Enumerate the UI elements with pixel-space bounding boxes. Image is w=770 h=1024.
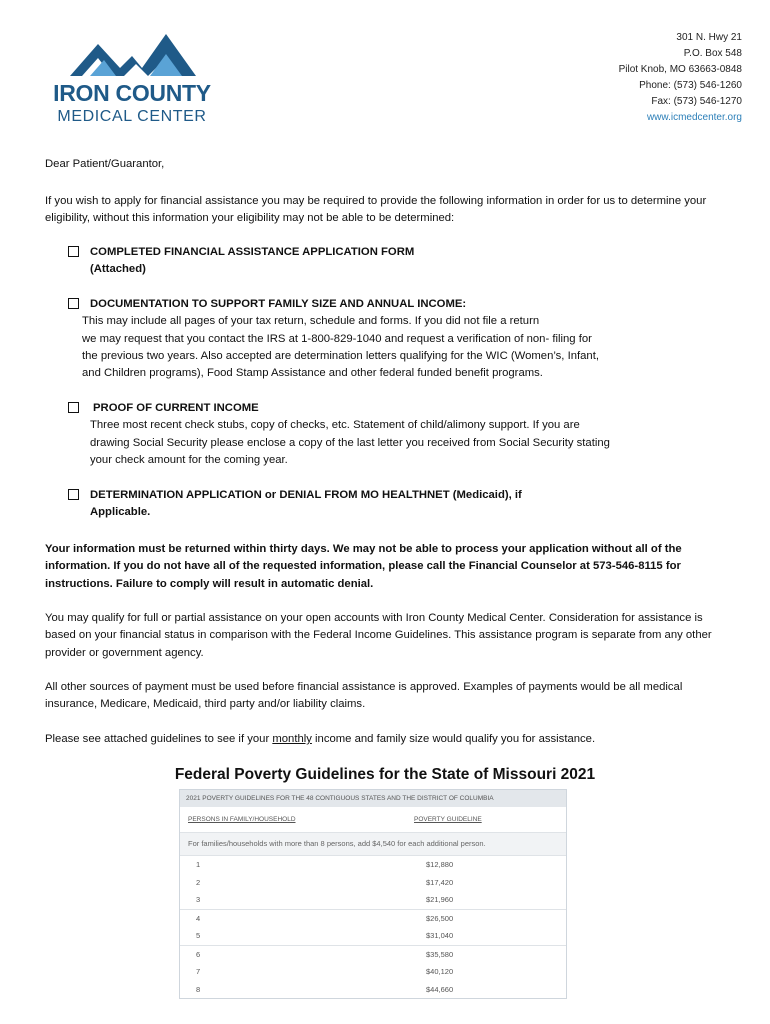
persons-cell: 6 <box>196 949 201 959</box>
persons-cell: 3 <box>196 895 201 905</box>
persons-cell: 5 <box>196 931 201 941</box>
table-row <box>180 927 566 945</box>
item-line: Three most recent check stubs, copy of checks, etc. Statement of child/alimony support. If you are <box>90 419 580 432</box>
intro-paragraph: If you wish to apply for financial assistance you may be required to provide the following information in order for us to determine your eligibility, without this information your eligibility may not be able to be determined: <box>45 195 707 225</box>
amount-cell: $12,880 <box>426 860 454 870</box>
fax-line: Fax: (573) 546-1270 <box>651 96 742 107</box>
underlined-word: monthly <box>272 733 312 745</box>
address-line: P.O. Box 548 <box>683 48 742 59</box>
checkbox[interactable] <box>68 402 79 413</box>
address-line: 301 N. Hwy 21 <box>676 32 742 43</box>
item-line: the previous two years. Also accepted are determination letters qualifying for the WIC (Women’s, Infant, <box>82 349 599 362</box>
item-title: COMPLETED FINANCIAL ASSISTANCE APPLICATION FORM <box>90 246 415 258</box>
warning-paragraph: Your information must be returned within thirty days. We may not be able to process your application without all of the information. If you do not have all of the requested information, please call the Financial Counselor at 573-546-8115 for instructions. Failure to comply will result in automatic denial. <box>45 543 682 590</box>
table-row <box>180 891 566 909</box>
guidelines-note-paragraph <box>45 731 735 748</box>
item-subtitle: Applicable. <box>90 506 151 519</box>
website-link[interactable]: www.icmedcenter.org <box>646 112 742 123</box>
amount-cell: $35,580 <box>426 949 454 959</box>
checklist-item-application <box>68 244 708 279</box>
item-line: drawing Social Security please enclose a copy of the last letter you received from Social Security stating <box>90 436 610 449</box>
phone-line: Phone: (573) 546-1260 <box>639 80 742 91</box>
amount-cell: $21,960 <box>426 895 454 905</box>
logo <box>44 28 220 128</box>
checklist-item-income <box>68 400 708 469</box>
persons-cell: 1 <box>196 860 201 870</box>
table-caption: 2021 POVERTY GUIDELINES FOR THE 48 CONTIGUOUS STATES AND THE DISTRICT OF COLUMBIA <box>180 790 566 807</box>
checklist-item-documentation <box>68 296 708 382</box>
address-block <box>619 30 742 126</box>
checklist-item-medicaid <box>68 487 708 522</box>
table-note: For families/households with more than 8 persons, add $4,540 for each additional person. <box>180 833 566 856</box>
poverty-guidelines-table <box>179 789 567 999</box>
guidelines-title: Federal Poverty Guidelines for the State of Missouri 2021 <box>174 766 596 783</box>
table-row <box>180 945 566 964</box>
persons-cell: 8 <box>196 984 201 994</box>
item-title: DETERMINATION APPLICATION or DENIAL FROM MO HEALTHNET (Medicaid), if <box>90 489 522 501</box>
item-subtitle: (Attached) <box>90 263 146 276</box>
item-line: This may include all pages of your tax return, schedule and forms. If you did not file a return <box>82 315 540 328</box>
item-line: your check amount for the coming year. <box>90 453 288 466</box>
checkbox[interactable] <box>68 298 79 309</box>
amount-cell: $26,500 <box>426 913 454 923</box>
table-row <box>180 909 566 928</box>
eligibility-paragraph: You may qualify for full or partial assistance on your open accounts with Iron County Medical Center. Consideration for assistance is based on your financial status in comparison with the Federal Income Guidelines. This assistance program is separate from any other provider or government agency. <box>45 612 712 659</box>
item-line: and Children programs), Food Stamp Assistance and other federal funded benefit programs. <box>82 367 543 380</box>
text: income and family size would qualify you for assistance. <box>311 733 596 745</box>
persons-cell: 7 <box>196 967 201 977</box>
column-header-guideline: POVERTY GUIDELINE <box>414 816 482 823</box>
table-row <box>180 963 566 981</box>
mountains-icon <box>70 28 200 80</box>
amount-cell: $40,120 <box>426 967 454 977</box>
greeting: Dear Patient/Guarantor, <box>45 158 165 170</box>
item-title: DOCUMENTATION TO SUPPORT FAMILY SIZE AND ANNUAL INCOME: <box>90 298 467 310</box>
table-row <box>180 874 566 892</box>
item-title: PROOF OF CURRENT INCOME <box>93 402 259 414</box>
amount-cell: $17,420 <box>426 877 454 887</box>
table-row <box>180 856 566 874</box>
persons-cell: 2 <box>196 877 201 887</box>
table-row <box>180 981 566 999</box>
address-line: Pilot Knob, MO 63663-0848 <box>618 64 742 75</box>
amount-cell: $31,040 <box>426 931 454 941</box>
logo-title: IRON COUNTY <box>53 80 211 106</box>
persons-cell: 4 <box>196 913 201 923</box>
item-line: we may request that you contact the IRS at 1-800-829-1040 and request a verification of non- filing for <box>82 332 592 345</box>
table-header <box>180 807 566 833</box>
checkbox[interactable] <box>68 246 79 257</box>
text: Please see attached guidelines to see if your <box>45 733 273 745</box>
amount-cell: $44,660 <box>426 984 454 994</box>
logo-subtitle: MEDICAL CENTER <box>57 108 207 125</box>
payment-paragraph: All other sources of payment must be used before financial assistance is approved. Examples of payments would be all medical insurance, Medicare, Medicaid, third party and/or liability claims. <box>45 681 683 711</box>
checkbox[interactable] <box>68 489 79 500</box>
column-header-persons: PERSONS IN FAMILY/HOUSEHOLD <box>188 816 296 823</box>
